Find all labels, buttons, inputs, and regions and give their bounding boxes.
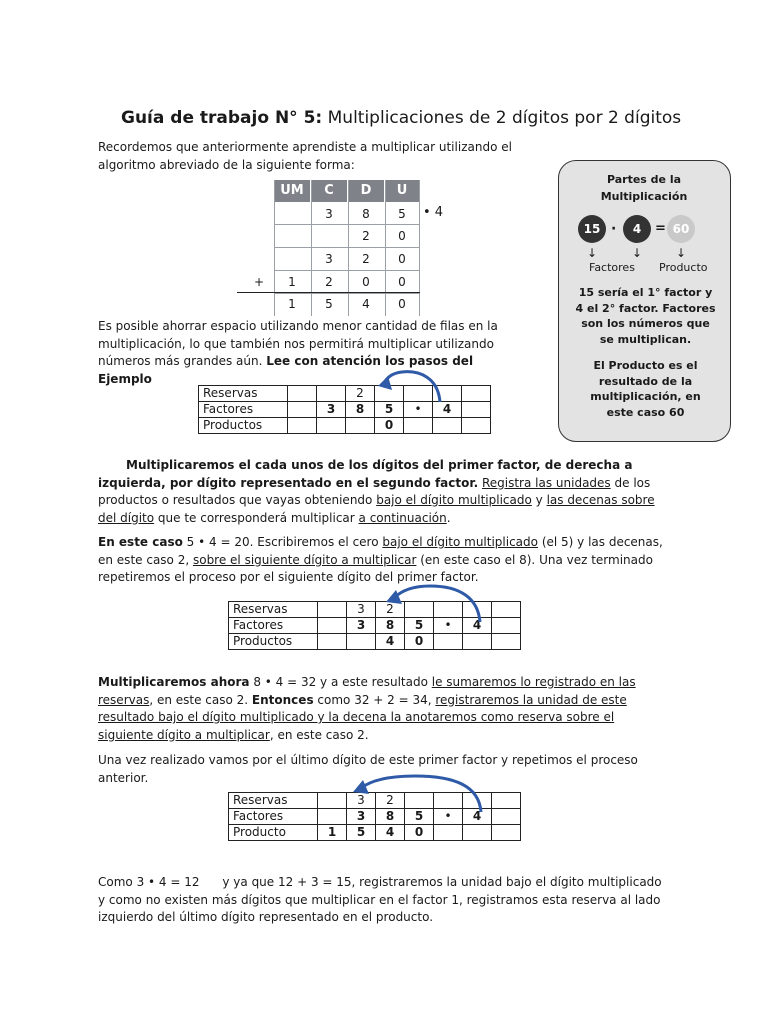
arrow-icon xyxy=(380,580,490,625)
alg-r4-um: 1 xyxy=(288,275,296,289)
alg-r3-u: 0 xyxy=(398,252,406,266)
alg-r4-d: 0 xyxy=(362,275,370,289)
side-text-1: 15 sería el 1° factor y 4 el 2° factor. Factores son los números que se multiplican. xyxy=(575,286,716,346)
reserve-table-3: Reservas 3 2 Factores 3 8 5 • 4 Producto 1 5 4 0 xyxy=(228,792,521,841)
alg-r1-c: 3 xyxy=(325,207,333,221)
alg-plus: + xyxy=(253,275,265,289)
header-um: UM xyxy=(274,180,311,202)
parts-of-multiplication-box: Partes de la Multiplicación 15 · 4 = 60 ↓ ↓ ↓ Factores Producto 15 sería el 1° factor y 4 el 2° factor. Factores son los números que se multiplican. El Producto es el resultado de la multiplicación, en este caso 60 xyxy=(558,160,731,442)
alg-r3-d: 2 xyxy=(362,252,370,266)
product-circle: 60 xyxy=(667,215,695,243)
page-title: Guía de trabajo N° 5: Multiplicaciones de 2 dígitos por 2 dígitos xyxy=(121,108,682,128)
alg-res-u: 0 xyxy=(398,297,406,311)
label-factores: Factores xyxy=(589,261,635,274)
side-heading: Partes de la Multiplicación xyxy=(600,173,688,203)
paragraph-2: Es posible ahorrar espacio utilizando menor cantidad de filas en la multiplicación, lo que también nos permitirá multiplicar utilizando números más grandes aún. Lee con atención los pasos del Ejemplo xyxy=(98,319,498,386)
arrow-icon xyxy=(370,364,450,404)
paragraph-7: Como 3 • 4 = 12 y ya que 12 + 3 = 15, registraremos la unidad bajo el dígito multiplicado y como no existen más dígitos que multiplicar en el factor 1, registramos esta reserva al lado izquierdo del último dígito representado en el producto. xyxy=(98,875,666,924)
header-d: D xyxy=(348,180,385,202)
alg-factor: • 4 xyxy=(423,205,444,220)
alg-r3-c: 3 xyxy=(325,252,333,266)
side-text-2: El Producto es el resultado de la multiplicación, en este caso 60 xyxy=(590,359,701,419)
paragraph-3: Multiplicaremos el cada unos de los dígitos del primer factor, de derecha a izquierda, por dígito representado en el segundo factor. Registra las unidades de los productos o resultados que vayas obteniendo bajo el dígito multiplicado y las decenas sobre del dígito que te corresponderá multiplicar a continuación. xyxy=(98,458,655,525)
header-u: U xyxy=(385,180,420,202)
alg-res-d: 4 xyxy=(362,297,370,311)
factor2-circle: 4 xyxy=(623,215,651,243)
intro-paragraph: Recordemos que anteriormente aprendiste a multiplicar utilizando el algoritmo abreviado de la siguiente forma: xyxy=(98,140,512,172)
alg-r1-u: 5 xyxy=(398,207,406,221)
reserve-table-1: Reservas 2 Factores 3 8 5 • 4 Productos 0 xyxy=(198,385,491,434)
factor1-circle: 15 xyxy=(578,215,606,243)
alg-res-um: 1 xyxy=(288,297,296,311)
side-eq: = xyxy=(655,221,666,236)
alg-r2-d: 2 xyxy=(362,229,370,243)
alg-r1-d: 8 xyxy=(362,207,370,221)
algorithm-table xyxy=(237,180,457,316)
paragraph-5: Multiplicaremos ahora 8 • 4 = 32 y a este resultado le sumaremos lo registrado en las reservas, en este caso 2. Entonces como 32 + 2 = 34, registraremos la unidad de este resultado bajo el dígito multiplicado y la decena la anotaremos como reserva sobre el siguiente dígito a multiplicar, en este caso 2. xyxy=(98,675,636,742)
side-dot: · xyxy=(611,221,617,237)
alg-r2-u: 0 xyxy=(398,229,406,243)
alg-r4-c: 2 xyxy=(325,275,333,289)
header-c: C xyxy=(311,180,348,202)
alg-res-c: 5 xyxy=(325,297,333,311)
reserve-table-2: Reservas 3 2 Factores 3 8 5 • 4 Productos 4 0 xyxy=(228,601,521,650)
arrow-icon xyxy=(345,770,490,815)
paragraph-4: En este caso 5 • 4 = 20. Escribiremos el cero bajo el dígito multiplicado (el 5) y las decenas, en este caso 2, sobre el siguiente dígito a multiplicar (en este caso el 8). Una vez terminado repetiremos el proceso por el siguiente dígito del primer factor. xyxy=(98,535,663,584)
paragraph-6: Una vez realizado vamos por el último dígito de este primer factor y repetimos el proceso anterior. xyxy=(98,753,638,785)
alg-r4-u: 0 xyxy=(398,275,406,289)
label-producto: Producto xyxy=(659,261,708,274)
